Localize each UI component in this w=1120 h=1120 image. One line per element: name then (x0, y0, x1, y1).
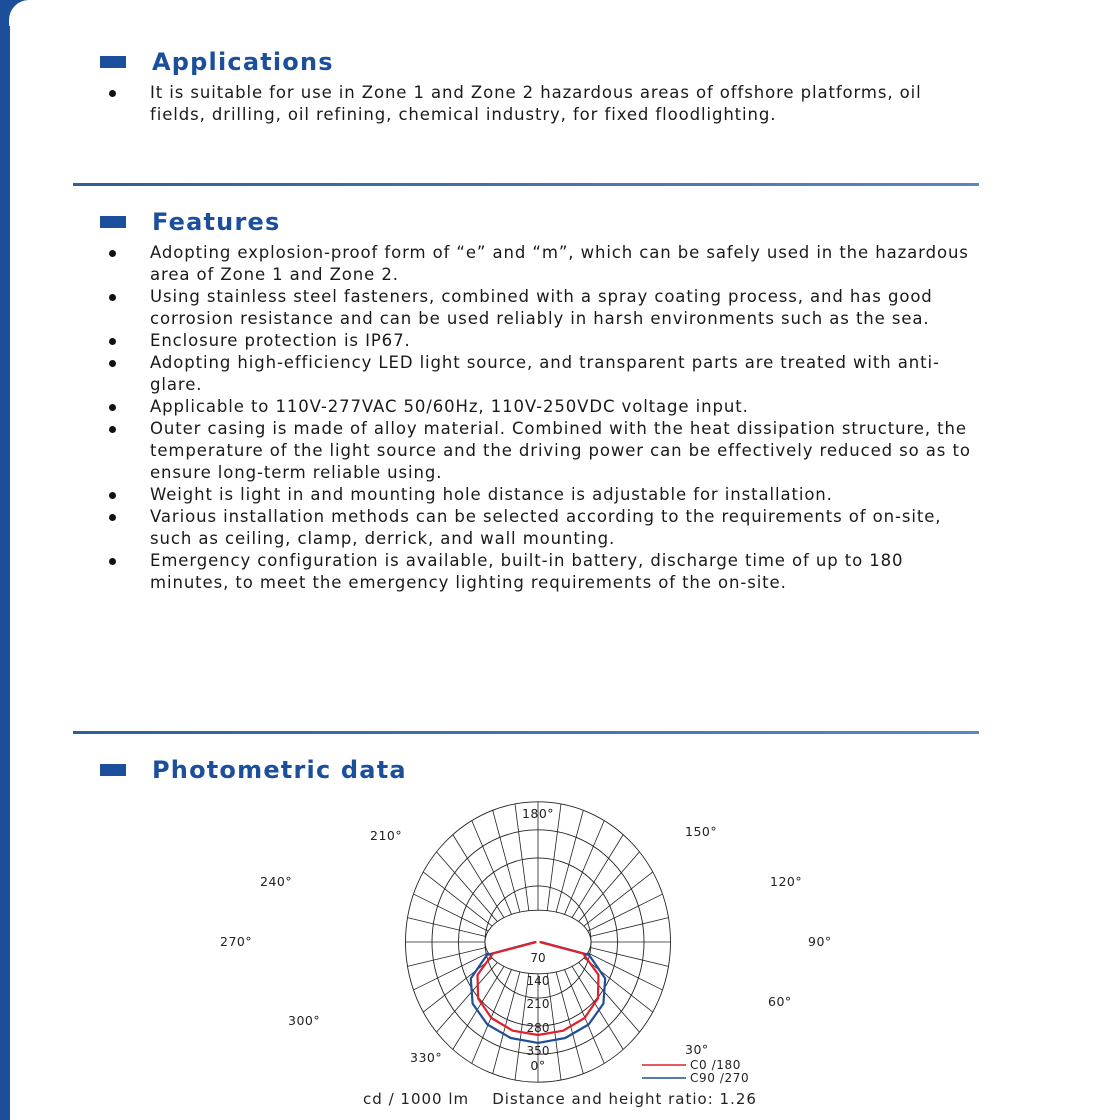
list-item (105, 82, 925, 126)
photometric-caption: cd / 1000 lm Distance and height ratio: 1.26 (363, 1090, 757, 1108)
list-item-text: Weight is light in and mounting hole distance is adjustable for installation. (150, 485, 833, 504)
polar-spoke (588, 894, 663, 931)
polar-spoke (423, 872, 492, 926)
angle-tick-label: 180° (521, 806, 555, 821)
applications-list (105, 82, 925, 126)
list-item (105, 396, 985, 418)
angle-tick-label: 270° (220, 934, 253, 949)
angle-tick-label: 90° (808, 934, 832, 949)
features-title: Features (152, 208, 281, 236)
section-divider (73, 731, 979, 734)
bullet-dot-icon (109, 250, 116, 257)
corner-curve (9, 0, 49, 26)
section-divider (73, 183, 979, 186)
angle-tick-label: 60° (768, 994, 792, 1009)
list-item-text: It is suitable for use in Zone 1 and Zone 2 hazardous areas of offshore platforms, oil fields, drilling, oil refining, chemical industry, for fixed floodlighting. (150, 83, 922, 124)
bullet-dot-icon (109, 492, 116, 499)
angle-tick-label: 150° (685, 824, 718, 839)
radial-tick-label: 140 (526, 974, 550, 988)
polar-spoke (453, 835, 504, 918)
square-bullet-icon (100, 216, 126, 228)
list-item (105, 352, 985, 396)
list-item-text: Outer casing is made of alloy material. Combined with the heat dissipation structure, the temperature of the light source and the driving power can be effectively reduced so as to ensure long-term reliable using. (150, 419, 971, 482)
polar-spoke (584, 872, 653, 926)
features-list (105, 242, 985, 594)
list-item (105, 242, 985, 286)
radial-tick-label: 350 (526, 1044, 550, 1058)
list-item-text: Emergency configuration is available, built-in battery, discharge time of up to 180 minutes, to meet the emergency lighting requirements of the on-site. (150, 551, 904, 592)
bullet-dot-icon (109, 426, 116, 433)
polar-spoke (565, 821, 605, 915)
bullet-dot-icon (109, 90, 116, 97)
polar-spoke (590, 948, 668, 967)
square-bullet-icon (100, 56, 126, 68)
bullet-dot-icon (109, 360, 116, 367)
photometric-title: Photometric data (152, 756, 407, 784)
polar-spoke (590, 918, 668, 937)
angle-tick-label: 300° (288, 1013, 321, 1028)
bullet-dot-icon (109, 514, 116, 521)
list-item-text: Using stainless steel fasteners, combined with a spray coating process, and has good corrosion resistance and can be used reliably in harsh environments such as the sea. (150, 287, 933, 328)
bullet-dot-icon (109, 294, 116, 301)
angle-tick-label: 330° (410, 1050, 443, 1065)
list-item (105, 550, 985, 594)
angle-tick-label: 30° (685, 1042, 709, 1057)
list-item-text: Various installation methods can be selected according to the requirements of on-site, such as ceiling, clamp, derrick, and wall mounting. (150, 507, 942, 548)
polar-spoke (408, 948, 486, 967)
list-item-text: Enclosure protection is IP67. (150, 331, 411, 350)
polar-spoke (572, 835, 623, 918)
bullet-dot-icon (109, 404, 116, 411)
square-bullet-icon (100, 764, 126, 776)
polar-chart (210, 800, 890, 1090)
list-item-text: Adopting explosion-proof form of “e” and “m”, which can be safely used in the hazardous area of Zone 1 and Zone 2. (150, 243, 969, 284)
list-item-text: Applicable to 110V-277VAC 50/60Hz, 110V-250VDC voltage input. (150, 397, 749, 416)
left-accent-bar (0, 0, 10, 1120)
legend-c90-label: C90 /270 (690, 1071, 750, 1085)
list-item-text: Adopting high-efficiency LED light source, and transparent parts are treated with anti-glare. (150, 353, 940, 394)
photometric-header (100, 756, 407, 784)
list-item (105, 506, 985, 550)
legend-c0-label: C0 /180 (690, 1058, 741, 1072)
list-item (105, 484, 985, 506)
angle-tick-label: 120° (770, 874, 803, 889)
polar-spoke (472, 821, 512, 915)
list-item (105, 286, 985, 330)
list-item (105, 330, 985, 352)
radial-tick-label: 280 (526, 1021, 550, 1035)
radial-tick-label: 210 (526, 997, 550, 1011)
angle-tick-label: 240° (260, 874, 293, 889)
applications-title: Applications (152, 48, 334, 76)
bullet-dot-icon (109, 338, 116, 345)
angle-tick-label: 0° (530, 1058, 546, 1073)
bullet-dot-icon (109, 558, 116, 565)
features-header (100, 208, 280, 236)
angle-tick-label: 210° (370, 828, 403, 843)
polar-spoke (408, 918, 486, 937)
applications-header (100, 48, 334, 76)
radial-tick-label: 70 (530, 951, 546, 965)
polar-spoke (413, 894, 488, 931)
list-item (105, 418, 985, 484)
